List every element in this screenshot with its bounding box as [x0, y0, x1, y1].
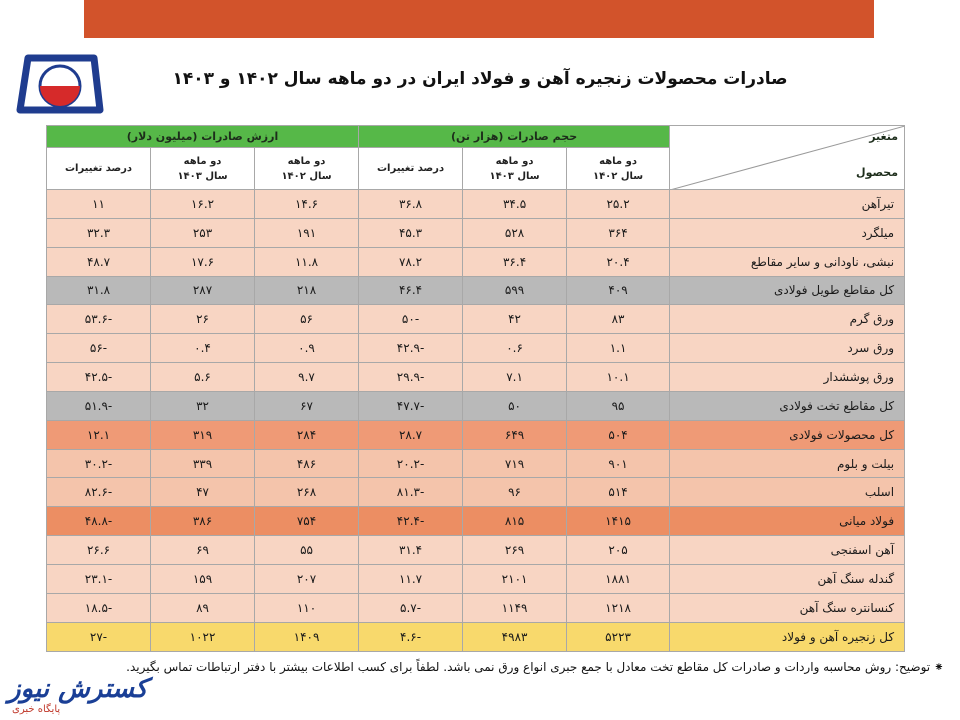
product-name-cell: ورق پوششدار — [670, 363, 905, 392]
table-group-header — [47, 126, 905, 148]
value-1403-cell: ۳۲ — [151, 391, 255, 420]
value-1403-cell: ۲۸۷ — [151, 276, 255, 305]
volume-1402-cell: ۸۳ — [567, 305, 670, 334]
value-1403-cell: ۱۵۹ — [151, 564, 255, 593]
value-1402-cell: ۱۴.۶ — [255, 190, 359, 219]
value-1403-cell: ۶۹ — [151, 536, 255, 565]
value-1402-cell: ۱۱۰ — [255, 593, 359, 622]
product-name-cell: کل محصولات فولادی — [670, 420, 905, 449]
top-banner — [84, 0, 874, 38]
value-change-cell: -۴۲.۵ — [47, 363, 151, 392]
page-title: صادرات محصولات زنجیره آهن و فولاد ایران در دو ماهه سال ۱۴۰۲ و ۱۴۰۳ — [172, 69, 788, 89]
value-1403-cell: ۴۷ — [151, 478, 255, 507]
export-table — [46, 125, 905, 652]
value-1402-cell: ۷۵۴ — [255, 507, 359, 536]
volume-change-cell: -۲۰.۲ — [359, 449, 463, 478]
value-1403-cell: ۱۰۲۲ — [151, 622, 255, 651]
table-row — [47, 391, 905, 420]
col-value-change: درصد تغییرات — [47, 148, 151, 190]
value-1402-cell: ۲۱۸ — [255, 276, 359, 305]
volume-1402-cell: ۲۰.۴ — [567, 247, 670, 276]
value-change-cell: ۱۱ — [47, 190, 151, 219]
value-group-header: ارزش صادرات (میلیون دلار) — [47, 126, 359, 148]
volume-1403-cell: ۵۹۹ — [463, 276, 567, 305]
product-name-cell: نبشی، ناودانی و سایر مقاطع — [670, 247, 905, 276]
value-change-cell: ۳۱.۸ — [47, 276, 151, 305]
table-row — [47, 334, 905, 363]
volume-change-cell: -۵.۷ — [359, 593, 463, 622]
value-1403-cell: ۳۸۶ — [151, 507, 255, 536]
table-row — [47, 276, 905, 305]
table-row — [47, 420, 905, 449]
volume-change-cell: -۸۱.۳ — [359, 478, 463, 507]
product-name-cell: ورق گرم — [670, 305, 905, 334]
volume-1403-cell: ۹۶ — [463, 478, 567, 507]
volume-group-header: حجم صادرات (هزار تن) — [359, 126, 670, 148]
value-change-cell: -۱۸.۵ — [47, 593, 151, 622]
volume-1402-cell: ۲۰۵ — [567, 536, 670, 565]
volume-change-cell: ۴۶.۴ — [359, 276, 463, 305]
value-change-cell: -۲۳.۱ — [47, 564, 151, 593]
volume-change-cell: ۱۱.۷ — [359, 564, 463, 593]
volume-1402-cell: ۵۲۲۳ — [567, 622, 670, 651]
table-row — [47, 478, 905, 507]
table-body — [47, 190, 905, 652]
volume-change-cell: -۴۷.۷ — [359, 391, 463, 420]
value-change-cell: -۲۷ — [47, 622, 151, 651]
col-volume-change: درصد تغییرات — [359, 148, 463, 190]
value-1402-cell: ۵۶ — [255, 305, 359, 334]
value-1403-cell: ۵.۶ — [151, 363, 255, 392]
value-change-cell: ۴۸.۷ — [47, 247, 151, 276]
value-1402-cell: ۲۶۸ — [255, 478, 359, 507]
product-name-cell: اسلب — [670, 478, 905, 507]
value-1402-cell: ۲۰۷ — [255, 564, 359, 593]
volume-1403-cell: ۶۴۹ — [463, 420, 567, 449]
value-1403-cell: ۱۶.۲ — [151, 190, 255, 219]
volume-1402-cell: ۴۰۹ — [567, 276, 670, 305]
volume-1402-cell: ۵۱۴ — [567, 478, 670, 507]
volume-change-cell: ۴۵.۳ — [359, 218, 463, 247]
product-name-cell: کل زنجیره آهن و فولاد — [670, 622, 905, 651]
table-row — [47, 363, 905, 392]
volume-1402-cell: ۹۵ — [567, 391, 670, 420]
value-change-cell: -۵۱.۹ — [47, 391, 151, 420]
value-1402-cell: ۹.۷ — [255, 363, 359, 392]
brand-watermark — [0, 674, 148, 720]
value-1402-cell: ۶۷ — [255, 391, 359, 420]
value-1402-cell: ۴۸۶ — [255, 449, 359, 478]
value-change-cell: -۸۲.۶ — [47, 478, 151, 507]
volume-1402-cell: ۲۵.۲ — [567, 190, 670, 219]
volume-change-cell: -۴۲.۹ — [359, 334, 463, 363]
product-name-cell: ورق سرد — [670, 334, 905, 363]
table-row — [47, 536, 905, 565]
volume-1402-cell: ۵۰۴ — [567, 420, 670, 449]
product-name-cell: فولاد میانی — [670, 507, 905, 536]
volume-change-cell: -۴.۶ — [359, 622, 463, 651]
col-value-1403: دو ماهه سال ۱۴۰۳ — [151, 148, 255, 190]
volume-1403-cell: ۳۶.۴ — [463, 247, 567, 276]
volume-change-cell: -۲۹.۹ — [359, 363, 463, 392]
volume-1403-cell: ۴۲ — [463, 305, 567, 334]
brand-name: کسترش نیوز — [8, 674, 148, 704]
product-name-cell: تیرآهن — [670, 190, 905, 219]
volume-1402-cell: ۹۰۱ — [567, 449, 670, 478]
volume-1403-cell: ۳۴.۵ — [463, 190, 567, 219]
value-1403-cell: ۲۶ — [151, 305, 255, 334]
volume-1402-cell: ۱۰.۱ — [567, 363, 670, 392]
volume-1402-cell: ۱.۱ — [567, 334, 670, 363]
product-label: محصول — [856, 166, 899, 179]
variable-label: متغیر — [869, 130, 899, 143]
value-1402-cell: ۱۱.۸ — [255, 247, 359, 276]
volume-1403-cell: ۱۱۴۹ — [463, 593, 567, 622]
col-volume-1402: دو ماهه سال ۱۴۰۲ — [567, 148, 670, 190]
volume-change-cell: ۳۱.۴ — [359, 536, 463, 565]
value-1402-cell: ۵۵ — [255, 536, 359, 565]
volume-change-cell: ۲۸.۷ — [359, 420, 463, 449]
product-name-cell: کنسانتره سنگ آهن — [670, 593, 905, 622]
volume-1402-cell: ۱۴۱۵ — [567, 507, 670, 536]
volume-1402-cell: ۱۸۸۱ — [567, 564, 670, 593]
brand-tagline: پایگاه خبری — [12, 704, 61, 715]
table-row — [47, 564, 905, 593]
col-value-1402: دو ماهه سال ۱۴۰۲ — [255, 148, 359, 190]
volume-change-cell: ۳۶.۸ — [359, 190, 463, 219]
volume-1402-cell: ۳۶۴ — [567, 218, 670, 247]
value-change-cell: -۵۶ — [47, 334, 151, 363]
volume-1402-cell: ۱۲۱۸ — [567, 593, 670, 622]
value-1403-cell: ۳۳۹ — [151, 449, 255, 478]
value-1402-cell: ۰.۹ — [255, 334, 359, 363]
volume-change-cell: -۵۰ — [359, 305, 463, 334]
value-1403-cell: ۲۵۳ — [151, 218, 255, 247]
product-name-cell: میلگرد — [670, 218, 905, 247]
value-change-cell: ۳۲.۳ — [47, 218, 151, 247]
table-row — [47, 622, 905, 651]
volume-1403-cell: ۷۱۹ — [463, 449, 567, 478]
value-change-cell: -۵۳.۶ — [47, 305, 151, 334]
col-volume-1403: دو ماهه سال ۱۴۰۳ — [463, 148, 567, 190]
table-row — [47, 218, 905, 247]
table-row — [47, 507, 905, 536]
volume-1403-cell: ۵۲۸ — [463, 218, 567, 247]
volume-1403-cell: ۲۱۰۱ — [463, 564, 567, 593]
table-row — [47, 593, 905, 622]
value-change-cell: -۴۸.۸ — [47, 507, 151, 536]
product-name-cell: بیلت و بلوم — [670, 449, 905, 478]
corner-cell — [670, 126, 905, 190]
organization-logo — [14, 50, 106, 116]
table-row — [47, 190, 905, 219]
volume-change-cell: -۴۲.۴ — [359, 507, 463, 536]
value-change-cell: -۳۰.۲ — [47, 449, 151, 478]
volume-1403-cell: ۷.۱ — [463, 363, 567, 392]
product-name-cell: کل مقاطع طویل فولادی — [670, 276, 905, 305]
table-row — [47, 449, 905, 478]
value-change-cell: ۱۲.۱ — [47, 420, 151, 449]
volume-1403-cell: ۸۱۵ — [463, 507, 567, 536]
table-row — [47, 247, 905, 276]
value-1403-cell: ۸۹ — [151, 593, 255, 622]
product-name-cell: گندله سنگ آهن — [670, 564, 905, 593]
value-1402-cell: ۱۴۰۹ — [255, 622, 359, 651]
value-1403-cell: ۰.۴ — [151, 334, 255, 363]
volume-1403-cell: ۲۶۹ — [463, 536, 567, 565]
product-name-cell: آهن اسفنجی — [670, 536, 905, 565]
value-1403-cell: ۱۷.۶ — [151, 247, 255, 276]
value-change-cell: ۲۶.۶ — [47, 536, 151, 565]
table-row — [47, 305, 905, 334]
value-1402-cell: ۱۹۱ — [255, 218, 359, 247]
value-1402-cell: ۲۸۴ — [255, 420, 359, 449]
volume-1403-cell: ۴۹۸۳ — [463, 622, 567, 651]
volume-change-cell: ۷۸.۲ — [359, 247, 463, 276]
volume-1403-cell: ۰.۶ — [463, 334, 567, 363]
product-name-cell: کل مقاطع تخت فولادی — [670, 391, 905, 420]
volume-1403-cell: ۵۰ — [463, 391, 567, 420]
value-1403-cell: ۳۱۹ — [151, 420, 255, 449]
footnote: ⁕ توضیح: روش محاسبه واردات و صادرات کل مقاطع تخت معادل با جمع جبری انواع ورق نمی باشد. لطفاً برای کسب اطلاعات بیشتر با دفتر ارتباطات تماس بگیرید. — [126, 660, 944, 674]
